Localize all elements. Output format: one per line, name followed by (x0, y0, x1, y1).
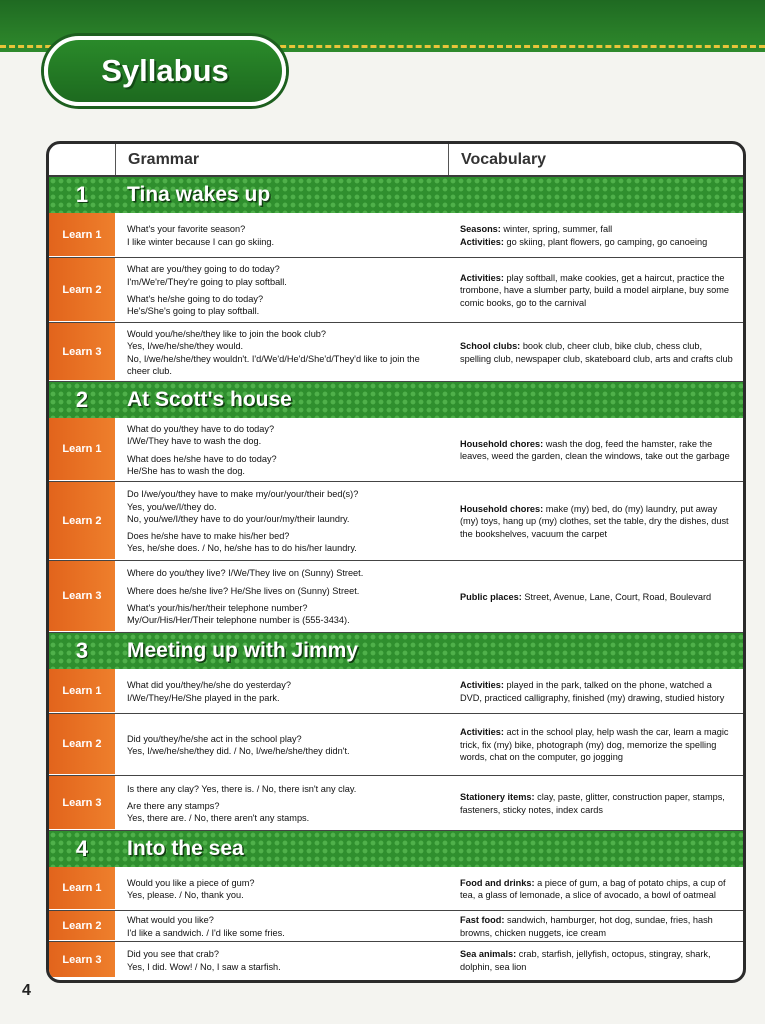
grammar-cell (115, 323, 448, 381)
vocabulary-cell (448, 942, 743, 978)
grammar-line: Yes, I/we/he/she/they did. / No, I/we/he/she/they didn't. (127, 746, 350, 756)
unit-2-bar (49, 382, 743, 418)
vocabulary-words: sandwich, hamburger, hot dog, sundae, fries, hash browns, chicken nuggets, ice cream (460, 915, 713, 938)
lesson-row (49, 561, 743, 633)
vocabulary-cell (448, 867, 743, 910)
grammar-line: Yes, I did. Wow! / No, I saw a starfish. (127, 961, 281, 972)
grammar-line: I/We/They have to wash the dog. (127, 436, 262, 447)
grammar-line: What's your favorite season? (127, 224, 246, 235)
vocabulary-item (460, 503, 735, 541)
unit-number: 2 (75, 387, 89, 412)
units-container (49, 177, 743, 978)
vocabulary-category: Stationery items: (460, 792, 535, 802)
lesson-row (49, 323, 743, 382)
lesson-row (49, 482, 743, 561)
lesson-row (49, 213, 743, 258)
vocabulary-item (460, 948, 735, 973)
vocabulary-words: clay, paste, glitter, construction paper, stamps, fasteners, sticky notes, index cards (460, 792, 725, 815)
vocabulary-item (460, 340, 735, 365)
vocabulary-item (460, 791, 735, 816)
vocabulary-category: Activities: (460, 236, 504, 247)
vocabulary-category: Activities: (460, 272, 504, 283)
vocabulary-category: School clubs: (460, 341, 521, 351)
page-title-badge (44, 36, 286, 106)
vocabulary-words: Street, Avenue, Lane, Court, Road, Boulevard (524, 591, 712, 602)
grammar-line: I/We/They/He/She played in the park. (127, 692, 280, 703)
unit-3-bar (49, 633, 743, 669)
vocabulary-cell (448, 776, 743, 830)
vocabulary-item (460, 272, 735, 310)
grammar-cell (115, 911, 448, 941)
grammar-line: Yes, you/we/I/they do. (127, 501, 217, 512)
lesson-row (49, 669, 743, 714)
grammar-line: What are you/they going to do today? (127, 264, 280, 275)
grammar-line: What's your/his/her/their telephone number? (127, 603, 308, 613)
grammar-line: Does he/she have to make his/her bed? (127, 531, 290, 542)
grammar-cell (115, 258, 448, 322)
vocabulary-item (460, 591, 735, 604)
grammar-line: Where do you/they live? I/We/They live on (Sunny) Street. (127, 568, 364, 579)
vocabulary-item (460, 877, 735, 902)
vocabulary-cell (448, 323, 743, 381)
grammar-line: No, I/we/he/she/they wouldn't. I'd/We'd/He'd/She'd/They'd like to join the cheer club. (127, 353, 420, 376)
vocabulary-words: make (my) bed, do (my) laundry, put away (my) toys, hang up (my) clothes, set the table, dry the dishes, dust the bookshelves, vacuum the carpet (460, 503, 729, 539)
unit-title: Into the sea (127, 837, 244, 860)
learn-label: Learn 2 (49, 482, 115, 560)
vocabulary-category: Fast food: (460, 915, 505, 925)
vocabulary-words: act in the school play, help wash the car, learn a magic trick, fix (my) bike, photograph (my) dog, memorize the spelling words, chat on the computer, go jogging (460, 727, 729, 763)
lesson-row (49, 258, 743, 323)
grammar-cell (115, 776, 448, 830)
learn-label: Learn 2 (49, 258, 115, 322)
grammar-cell (115, 867, 448, 910)
lesson-row (49, 942, 743, 978)
vocabulary-header: Vocabulary (448, 144, 743, 175)
grammar-line: What would you like? (127, 915, 214, 926)
grammar-cell (115, 213, 448, 257)
learn-label: Learn 1 (49, 418, 115, 481)
lesson-row (49, 911, 743, 942)
unit-number: 4 (75, 836, 89, 861)
vocabulary-words: play softball, make cookies, get a haircut, practice the trombone, have a slumber party, build a model airplane, buy some comic books, go to the carnival (460, 272, 729, 308)
learn-label: Learn 3 (49, 776, 115, 830)
learn-label: Learn 1 (49, 669, 115, 713)
vocabulary-cell (448, 258, 743, 322)
vocabulary-category: Food and drinks: (460, 877, 535, 888)
unit-4-bar (49, 831, 743, 867)
vocabulary-category: Household chores: (460, 503, 544, 514)
learn-label: Learn 1 (49, 867, 115, 910)
learn-label: Learn 3 (49, 942, 115, 978)
grammar-line: Did you/they/he/she act in the school play? (127, 733, 302, 744)
grammar-cell (115, 561, 448, 632)
vocabulary-cell (448, 482, 743, 560)
grammar-line: My/Our/His/Her/Their telephone number is (555-3434). (127, 615, 350, 626)
unit-number: 1 (75, 182, 89, 207)
grammar-line: Did you see that crab? (127, 949, 219, 960)
vocabulary-category: Seasons: (460, 224, 501, 234)
grammar-line: Yes, there are. / No, there aren't any stamps. (127, 813, 310, 824)
learn-label: Learn 2 (49, 911, 115, 941)
grammar-cell (115, 418, 448, 481)
vocabulary-category: Activities: (460, 680, 504, 690)
vocabulary-cell (448, 418, 743, 481)
vocabulary-item (460, 726, 735, 764)
learn-label: Learn 3 (49, 561, 115, 632)
vocabulary-cell (448, 561, 743, 632)
grammar-line: He/She has to wash the dog. (127, 465, 245, 476)
grammar-line: I like winter because I can go skiing. (127, 236, 275, 247)
vocabulary-words: played in the park, talked on the phone, watched a DVD, practiced calligraphy, finished (my) drawing, studied history (460, 680, 725, 703)
vocabulary-item (460, 914, 735, 939)
learn-label: Learn 2 (49, 714, 115, 775)
grammar-line: I'm/We're/They're going to play softball. (127, 276, 287, 287)
vocabulary-item (460, 438, 735, 463)
grammar-header: Grammar (115, 144, 448, 175)
learn-label: Learn 3 (49, 323, 115, 381)
grammar-line: What do you/they have to do today? (127, 423, 275, 434)
grammar-line: Are there any stamps? (127, 800, 220, 811)
grammar-line: I'd like a sandwich. / I'd like some fries. (127, 927, 285, 938)
vocabulary-item (460, 679, 735, 704)
grammar-cell (115, 714, 448, 775)
unit-1-bar (49, 177, 743, 213)
grammar-line: Do I/we/you/they have to make my/our/your/their bed(s)? (127, 489, 359, 500)
vocabulary-cell (448, 911, 743, 941)
unit-number: 3 (75, 638, 89, 663)
vocabulary-words: wash the dog, feed the hamster, rake the leaves, weed the garden, clean the windows, take out the garbage (460, 438, 730, 461)
grammar-line: What did you/they/he/she do yesterday? (127, 680, 291, 691)
lesson-row (49, 776, 743, 831)
grammar-line: Where does he/she live? He/She lives on (Sunny) Street. (127, 585, 360, 596)
vocabulary-words: crab, starfish, jellyfish, octopus, stingray, shark, dolphin, sea lion (460, 949, 711, 972)
grammar-cell (115, 942, 448, 978)
grammar-line: What does he/she have to do today? (127, 453, 277, 464)
vocabulary-category: Public places: (460, 591, 522, 602)
syllabus-table (46, 141, 746, 983)
vocabulary-cell (448, 213, 743, 257)
vocabulary-cell (448, 669, 743, 713)
grammar-line: What's he/she going to do today? (127, 294, 264, 304)
vocabulary-words: go skiing, plant flowers, go camping, go canoeing (506, 236, 708, 247)
vocabulary-words: winter, spring, summer, fall (503, 224, 613, 234)
vocabulary-words: a piece of gum, a bag of potato chips, a cup of tea, a glass of lemonade, a slice of avocado, a bowl of oatmeal (460, 877, 726, 900)
vocabulary-cell (448, 714, 743, 775)
grammar-line: Yes, please. / No, thank you. (127, 890, 244, 900)
grammar-line: Would you/he/she/they like to join the book club? (127, 328, 327, 339)
lesson-row (49, 418, 743, 482)
page-title: Syllabus (101, 53, 229, 88)
grammar-cell (115, 669, 448, 713)
grammar-line: Yes, I/we/he/she/they would. (127, 341, 244, 352)
grammar-cell (115, 482, 448, 560)
vocabulary-item (460, 223, 735, 236)
grammar-line: Is there any clay? Yes, there is. / No, there isn't any clay. (127, 783, 357, 794)
unit-title: Tina wakes up (127, 183, 271, 206)
unit-title: Meeting up with Jimmy (127, 639, 359, 662)
vocabulary-item (460, 236, 735, 249)
unit-title: At Scott's house (127, 388, 292, 411)
vocabulary-category: Sea animals: (460, 949, 517, 959)
vocabulary-category: Activities: (460, 727, 504, 738)
lesson-row (49, 714, 743, 776)
grammar-line: No, you/we/I/they have to do your/our/my/their laundry. (127, 513, 350, 524)
vocabulary-category: Household chores: (460, 438, 544, 449)
grammar-line: He's/She's going to play softball. (127, 306, 260, 317)
grammar-line: Yes, he/she does. / No, he/she has to do his/her laundry. (127, 543, 357, 554)
grammar-line: Would you like a piece of gum? (127, 877, 255, 888)
learn-label: Learn 1 (49, 213, 115, 257)
vocabulary-words: book club, cheer club, bike club, chess club, spelling club, newspaper club, skateboard club, arts and crafts club (460, 341, 733, 364)
lesson-row (49, 867, 743, 911)
page-number: 4 (22, 982, 31, 999)
table-header (49, 144, 743, 177)
